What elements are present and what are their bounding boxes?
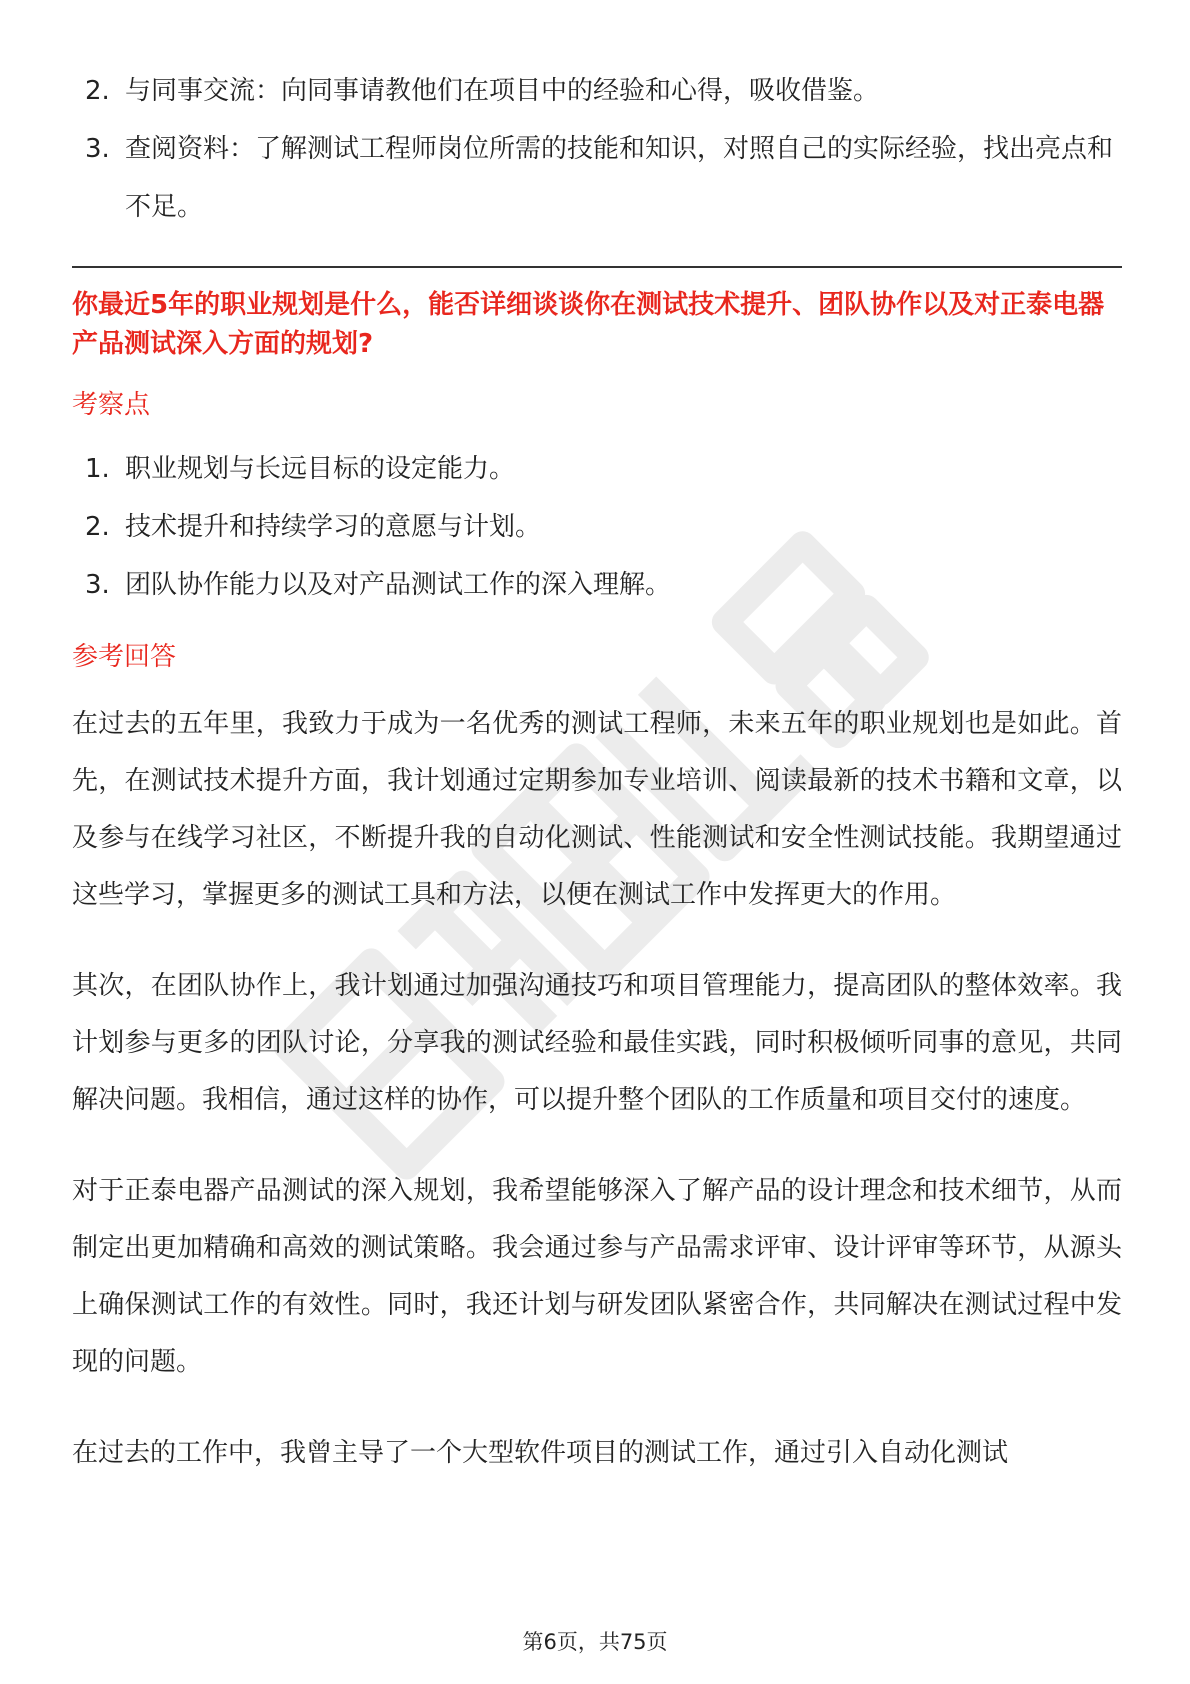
page-footer: 第6页，共75页 <box>522 1630 668 1654</box>
answer-heading: 参考回答 <box>72 642 177 672</box>
list-item <box>72 120 1122 236</box>
list-text: 职业规划与长远目标的设定能力。 <box>125 454 516 484</box>
list-item <box>72 498 1122 556</box>
list-text: 技术提升和持续学习的意愿与计划。 <box>125 512 542 542</box>
focus-heading: 考察点 <box>72 390 151 420</box>
answer-paragraph: 其次，在团队协作上，我计划通过加强沟通技巧和项目管理能力，提高团队的整体效率。我计划参与更多的团队讨论，分享我的测试经验和最佳实践，同时积极倾听同事的意见，共同解决问题。我相信，通过这样的协作，可以提升整个团队的工作质量和项目交付的速度。 <box>72 971 1122 1115</box>
list-number: 2. <box>85 512 110 542</box>
interview-question: 你最近5年的职业规划是什么，能否详细谈谈你在测试技术提升、团队协作以及对正泰电器产品测试深入方面的规划? <box>72 290 1105 359</box>
list-item <box>72 556 1122 614</box>
answer-paragraph: 在过去的工作中，我曾主导了一个大型软件项目的测试工作，通过引入自动化测试 <box>72 1438 1009 1468</box>
answer-paragraph: 在过去的五年里，我致力于成为一名优秀的测试工程师，未来五年的职业规划也是如此。首先，在测试技术提升方面，我计划通过定期参加专业培训、阅读最新的技术书籍和文章，以及参与在线学习社区，不断提升我的自动化测试、性能测试和安全性测试技能。我期望通过这些学习，掌握更多的测试工具和方法，以便在测试工作中发挥更大的作用。 <box>72 709 1122 910</box>
list-number: 3. <box>85 570 110 600</box>
list-number: 2. <box>85 76 110 106</box>
list-number: 3. <box>85 134 110 164</box>
answer-paragraph: 对于正泰电器产品测试的深入规划，我希望能够深入了解产品的设计理念和技术细节，从而制定出更加精确和高效的测试策略。我会通过参与产品需求评审、设计评审等环节，从源头上确保测试工作的有效性。同时，我还计划与研发团队紧密合作，共同解决在测试过程中发现的问题。 <box>72 1176 1122 1377</box>
continued-list <box>72 62 1122 236</box>
list-text: 团队协作能力以及对产品测试工作的深入理解。 <box>125 570 672 600</box>
page-content <box>72 62 1122 1516</box>
focus-list <box>72 440 1122 614</box>
list-text: 与同事交流：向同事请教他们在项目中的经验和心得，吸收借鉴。 <box>125 76 880 106</box>
section-divider <box>72 266 1122 268</box>
list-item <box>72 440 1122 498</box>
list-text: 查阅资料：了解测试工程师岗位所需的技能和知识，对照自己的实际经验，找出亮点和不足。 <box>125 134 1114 222</box>
list-number: 1. <box>85 454 110 484</box>
list-item <box>72 62 1122 120</box>
